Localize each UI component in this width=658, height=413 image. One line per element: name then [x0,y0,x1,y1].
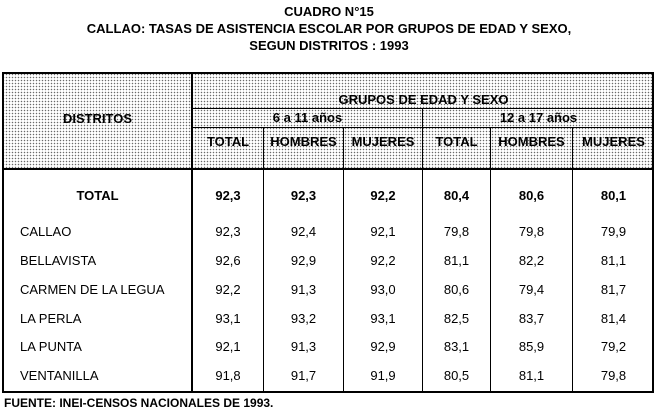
table-cell: 79,8 [600,368,627,383]
district-label: CARMEN DE LA LEGUA [20,282,165,297]
table-cell: 80,6 [443,282,470,297]
table-cell: 93,1 [370,311,396,326]
table-cell: 92,3 [215,188,241,203]
district-label: BELLAVISTA [20,253,97,268]
table-cell: 92,4 [290,224,317,239]
col-header-hombres-1: HOMBRES [270,134,337,149]
district-label: LA PERLA [20,311,82,326]
table-cell: 92,2 [370,188,396,203]
table-cell: 80,5 [443,368,470,383]
table-cell: 79,2 [600,339,627,354]
table-cell: 80,6 [518,188,545,203]
table-cell: 83,1 [443,339,470,354]
table-cell: 92,1 [370,224,396,239]
subgroup-divider-line [192,127,654,128]
table-cell: 92,9 [370,339,396,354]
table-number: CUADRO N°15 [284,4,374,19]
table-cell: 79,4 [518,282,545,297]
table-cell: 83,7 [518,311,545,326]
table-subtitle: SEGUN DISTRITOS : 1993 [249,38,409,53]
table-cell: 79,8 [518,224,545,239]
grupos-header: GRUPOS DE EDAD Y SEXO [338,92,509,107]
table-cell: 92,2 [370,253,396,268]
table-cell: 79,9 [600,224,627,239]
table-cell: 93,2 [290,311,317,326]
table-cell: 92,1 [215,339,241,354]
table-cell: 80,1 [600,188,627,203]
table-cell: 91,7 [290,368,317,383]
table-cell: 82,2 [518,253,545,268]
group-12-17-header: 12 a 17 años [499,110,578,125]
col-header-mujeres-2: MUJERES [582,134,645,149]
table-cell: 81,1 [518,368,545,383]
distritos-header: DISTRITOS [62,111,133,126]
table-cell: 92,3 [215,224,241,239]
district-label: LA PUNTA [20,339,82,354]
district-label: VENTANILLA [20,368,99,383]
district-label: CALLAO [20,224,72,239]
table-bottom-border [2,391,654,393]
table-cell: 81,1 [600,253,627,268]
table-cell: 92,2 [215,282,241,297]
table-cell: 93,1 [215,311,241,326]
table-cell: 91,3 [290,339,317,354]
table-cell: 80,4 [443,188,470,203]
col-header-total-1: TOTAL [206,134,250,149]
header-bottom-border [2,168,654,170]
table-cell: 81,4 [600,311,627,326]
table-cell: 91,9 [370,368,396,383]
table-top-border [2,72,654,74]
table-cell: 92,3 [290,188,317,203]
table-cell: 92,9 [290,253,317,268]
source-footnote: FUENTE: INEI-CENSOS NACIONALES DE 1993. [4,396,274,410]
group-divider-line [192,108,654,109]
col-header-mujeres-1: MUJERES [351,134,415,149]
table-cell: 91,8 [215,368,241,383]
group-6-11-header: 6 a 11 años [272,110,343,125]
table-cell: 92,6 [215,253,241,268]
table-cell: 91,3 [290,282,317,297]
table-cell: 79,8 [443,224,470,239]
table-cell: 81,7 [600,282,627,297]
table-cell: 85,9 [518,339,545,354]
table-cell: 81,1 [443,253,470,268]
total-row-label: TOTAL [76,188,119,203]
table-cell: 93,0 [370,282,396,297]
table-title: CALLAO: TASAS DE ASISTENCIA ESCOLAR POR GRUPOS DE EDAD Y SEXO, [86,21,572,36]
col-header-total-2: TOTAL [435,134,478,149]
table-cell: 82,5 [443,311,470,326]
col-header-hombres-2: HOMBRES [498,134,565,149]
